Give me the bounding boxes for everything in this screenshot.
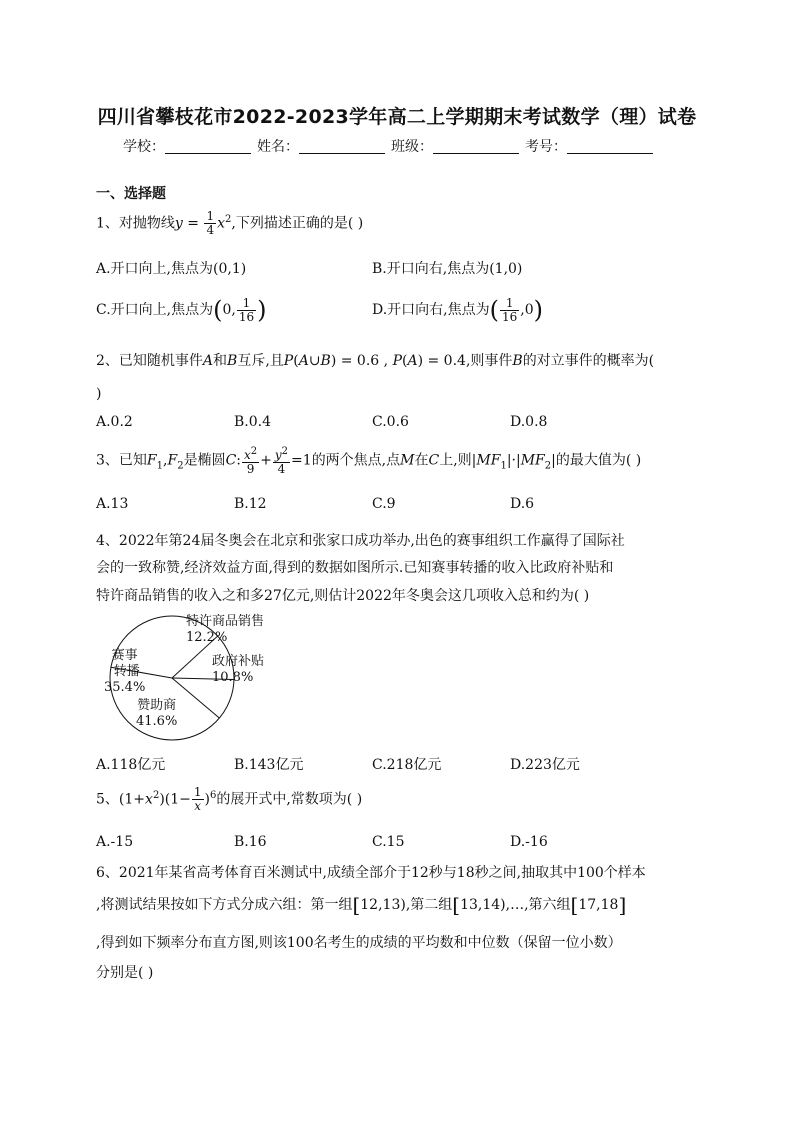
q2-line2: )	[96, 386, 102, 402]
question-5: 5、$(1+x^2)(1-$ $\frac{1}{x}$ )$^6$的展开式中,常数项为( )	[96, 785, 363, 813]
q2-option-a[interactable]: A.0.2	[96, 414, 133, 430]
student-info-line	[123, 136, 659, 156]
q4-line3: 特许商品销售的收入之和多27亿元,则估计2022年冬奥会这几项收入总和约为( )	[96, 588, 590, 604]
q3-option-a[interactable]: A.13	[96, 496, 129, 512]
class-blank[interactable]	[433, 139, 519, 154]
q3-option-c[interactable]: C.9	[372, 496, 396, 512]
exam-title: 四川省攀枝花市2022-2023学年高二上学期期末考试数学（理）试卷	[97, 106, 697, 128]
q2-option-b[interactable]: B.0.4	[234, 414, 272, 430]
pie-label-sponsor: 赞助商 41.6%	[136, 698, 178, 729]
q4-option-c[interactable]: C.218亿元	[372, 757, 442, 773]
q5-option-a[interactable]: A.-15	[96, 834, 134, 850]
q6-line3: ,得到如下频率分布直方图,则该100名考生的成绩的平均数和中位数（保留一位小数）	[96, 935, 622, 951]
q1-formula: y	[174, 215, 183, 232]
pie-label-gov: 政府补贴 10.8%	[212, 654, 265, 685]
q4-option-d[interactable]: D.223亿元	[510, 757, 580, 773]
question-1: 1、对抛物线y = $\frac{1}{4}$ $x^2$,下列描述正确的是( )	[96, 209, 364, 237]
pie-chart	[96, 612, 296, 742]
number-blank[interactable]	[567, 139, 653, 154]
q2-option-d[interactable]: D.0.8	[510, 414, 548, 430]
pie-label-license: 特许商品销售 12.2%	[186, 614, 265, 645]
question-2: 2、已知随机事件A和B互斥,且P(A∪B) = 0.6 , P(A) = 0.4,则事件B的对立事件的概率为(	[96, 353, 655, 369]
q6-line4: 分别是( )	[96, 965, 154, 981]
school-label: 学校：	[123, 139, 165, 155]
q4-line2: 会的一致称赞,经济效益方面,得到的数据如图所示.已知赛事转播的收入比政府补贴和	[96, 560, 614, 576]
q1-suffix: ,下列描述正确的是( )	[231, 215, 364, 232]
q6-line2: ,将测试结果按如下方式分成六组：第一组[12,13),第二组[13,14),…,第六组[17,18]	[96, 893, 627, 917]
q5-option-d[interactable]: D.-16	[510, 834, 548, 850]
school-blank[interactable]	[165, 139, 251, 154]
q1-option-a[interactable]: A.开口向上,焦点为(0,1)	[96, 261, 247, 277]
number-label: 考号：	[525, 139, 567, 155]
name-blank[interactable]	[299, 139, 385, 154]
q5-option-c[interactable]: C.15	[372, 834, 405, 850]
q4-line1: 4、2022年第24届冬奥会在北京和张家口成功举办,出色的赛事组织工作赢得了国际社	[96, 533, 625, 549]
pie-label-broadcast: 赛事 转播 35.4%	[104, 648, 146, 695]
q6-line1: 6、2021年某省高考体育百米测试中,成绩全部介于12秒与18秒之间,抽取其中100个样本	[96, 865, 646, 881]
section-heading: 一、选择题	[96, 186, 166, 202]
q1-option-b[interactable]: B.开口向右,焦点为(1,0)	[372, 261, 523, 277]
q4-option-a[interactable]: A.118亿元	[96, 757, 166, 773]
name-label: 姓名：	[257, 139, 299, 155]
q2-option-c[interactable]: C.0.6	[372, 414, 409, 430]
q1-option-c[interactable]: C.开口向上,焦点为(0, $\frac{1}{16}$ )	[96, 295, 267, 324]
question-3: 3、已知$F_1,F_2$是椭圆C: $\frac{x^2}{9}$ + $\frac{y^2}{4}$ =1的两个焦点,点M在C上,则$|MF_1|\cdot|MF_2|$的最大值为( )	[96, 446, 642, 476]
q4-option-b[interactable]: B.143亿元	[234, 757, 304, 773]
q5-option-b[interactable]: B.16	[234, 834, 267, 850]
q3-option-d[interactable]: D.6	[510, 496, 535, 512]
q1-option-d[interactable]: D.开口向右,焦点为( $\frac{1}{16}$ ,0)	[372, 295, 544, 324]
q1-fraction: $\frac{1}{4}$	[206, 209, 215, 237]
q1-prefix: 1、对抛物线	[96, 215, 175, 232]
q3-option-b[interactable]: B.12	[234, 496, 267, 512]
class-label: 班级：	[391, 139, 433, 155]
